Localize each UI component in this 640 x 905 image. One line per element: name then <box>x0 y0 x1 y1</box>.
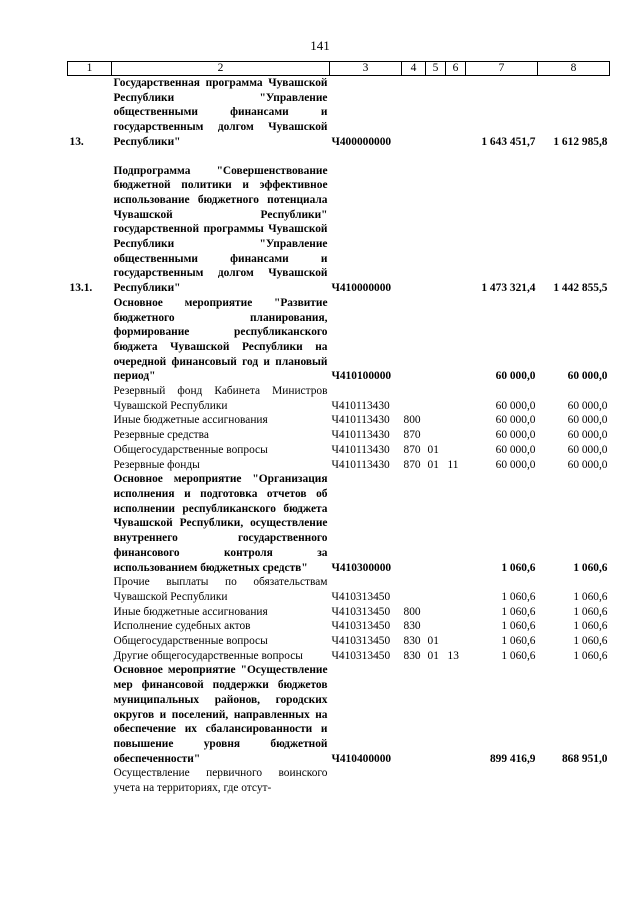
subsection-code <box>446 443 466 458</box>
row-name: Иные бюджетные ассигнования <box>113 605 268 618</box>
subsection-code <box>446 164 466 296</box>
subsection-code <box>446 296 466 384</box>
amount-year-2: 1 442 855,5 <box>553 282 608 295</box>
section-code: 01 <box>427 649 439 662</box>
subsection-code <box>446 76 466 150</box>
row-number: 13.1. <box>69 282 93 295</box>
subsection-code <box>446 428 466 443</box>
row-number <box>68 649 112 664</box>
amount-year-2: 1 060,6 <box>573 620 608 633</box>
section-code <box>426 413 446 428</box>
amount-year-2: 60 000,0 <box>567 399 608 412</box>
row-number <box>68 458 112 473</box>
table-row <box>68 428 610 443</box>
subsection-code <box>446 663 466 766</box>
amount-year-1: 1 060,6 <box>501 605 536 618</box>
subsection-code <box>446 634 466 649</box>
section-code <box>426 605 446 620</box>
table-row <box>68 76 610 150</box>
row-number <box>68 634 112 649</box>
row-name: Иные бюджетные ассигнования <box>113 414 268 427</box>
amount-year-2: 1 060,6 <box>573 635 608 648</box>
expense-type-code <box>402 164 426 296</box>
expense-type-code: 830 <box>403 620 421 633</box>
amount-year-1: 1 060,6 <box>501 635 536 648</box>
amount-year-1: 1 060,6 <box>501 620 536 633</box>
page-number: 141 <box>310 38 330 53</box>
amount-year-1: 60 000,0 <box>495 399 536 412</box>
row-number <box>68 766 112 795</box>
amount-year-2: 1 060,6 <box>573 561 608 574</box>
row-name: Общегосударственные вопросы <box>113 635 268 648</box>
section-code <box>426 428 446 443</box>
amount-year-1: 899 416,9 <box>489 752 536 765</box>
amount-year-2: 60 000,0 <box>567 443 608 456</box>
section-code: 01 <box>427 635 439 648</box>
target-code: Ч410113430 <box>331 414 390 427</box>
subsection-code <box>446 472 466 575</box>
row-number <box>68 296 112 384</box>
target-code: Ч410113430 <box>331 399 390 412</box>
table-row <box>68 766 610 795</box>
table-row <box>68 164 610 296</box>
amount-year-2: 1 060,6 <box>573 649 608 662</box>
section-code <box>426 663 446 766</box>
row-name: Основное мероприятие "Развитие бюджетного планирования, формирование республиканского бюджета Чувашской Республики на очередной финансовый год и плановый период" <box>113 296 328 383</box>
table-row <box>68 619 610 634</box>
row-name: Осуществление первичного воинского учета на территориях, где отсут- <box>113 767 328 795</box>
target-code <box>330 766 402 795</box>
row-name: Государственная программа Чувашской Республики "Управление общественными финансами и государственным долгом Чувашской Республики" <box>113 77 328 148</box>
row-spacer <box>68 150 610 164</box>
row-number <box>68 619 112 634</box>
row-number <box>68 443 112 458</box>
row-name: Прочие выплаты по обязательствам Чувашской Республики <box>113 576 328 603</box>
column-header: 5 <box>426 62 446 76</box>
column-header: 4 <box>402 62 426 76</box>
column-header: 8 <box>538 62 610 76</box>
expense-type-code: 800 <box>403 414 421 427</box>
section-code <box>426 296 446 384</box>
section-code <box>426 575 446 604</box>
table-row <box>68 384 610 413</box>
amount-year-1: 60 000,0 <box>495 429 536 442</box>
table-row <box>68 458 610 473</box>
table-row <box>68 663 610 766</box>
row-number <box>68 575 112 604</box>
column-header: 6 <box>446 62 466 76</box>
section-code <box>426 384 446 413</box>
amount-year-1: 60 000,0 <box>495 414 536 427</box>
subsection-code <box>446 619 466 634</box>
amount-year-2: 60 000,0 <box>567 370 608 383</box>
expense-type-code: 800 <box>403 605 421 618</box>
subsection-code <box>446 766 466 795</box>
table-row <box>68 472 610 575</box>
row-number <box>68 428 112 443</box>
target-code: Ч410313450 <box>331 649 391 662</box>
row-number <box>68 413 112 428</box>
expense-type-code: 870 <box>403 429 421 442</box>
target-code: Ч410400000 <box>331 752 392 765</box>
row-name: Основное мероприятие "Организация исполнения и подготовка отчетов об исполнении республиканского бюджета Чувашской Республики, осуществление внутреннего государственного финансового контроля за использованием бюджетных средств" <box>113 473 328 574</box>
expense-type-code: 870 <box>403 443 421 456</box>
subsection-code <box>446 413 466 428</box>
table-row <box>68 296 610 384</box>
expense-type-code: 830 <box>403 635 421 648</box>
target-code: Ч410300000 <box>331 561 392 574</box>
row-number <box>68 605 112 620</box>
target-code: Ч410113430 <box>331 429 390 442</box>
subsection-code <box>446 605 466 620</box>
target-code: Ч410313450 <box>331 605 391 618</box>
target-code: Ч410313450 <box>331 620 391 633</box>
amount-year-1: 1 643 451,7 <box>481 135 536 148</box>
row-name: Резервные средства <box>113 429 209 442</box>
row-name: Исполнение судебных актов <box>113 620 251 633</box>
amount-year-2: 868 951,0 <box>561 752 608 765</box>
table-row <box>68 649 610 664</box>
expense-type-code <box>402 384 426 413</box>
expense-type-code <box>402 296 426 384</box>
table-row <box>68 443 610 458</box>
expense-type-code <box>402 76 426 150</box>
expense-type-code <box>402 575 426 604</box>
subsection-code <box>446 384 466 413</box>
section-code <box>426 76 446 150</box>
row-number <box>68 663 112 766</box>
amount-year-2: 1 060,6 <box>573 590 608 603</box>
target-code: Ч410113430 <box>331 458 390 471</box>
amount-year-2: 60 000,0 <box>567 429 608 442</box>
target-code: Ч410313450 <box>331 590 391 603</box>
section-code: 01 <box>427 443 439 456</box>
expense-type-code <box>402 663 426 766</box>
amount-year-1: 60 000,0 <box>495 458 536 471</box>
column-header: 1 <box>68 62 112 76</box>
expense-type-code: 870 <box>403 458 421 471</box>
row-name: Основное мероприятие "Осуществление мер финансовой поддержки бюджетов муниципальных районов, городских округов и поселений, направленных на обеспечение их сбалансированности и повышение уровня бюджетной обеспеченности" <box>113 664 328 765</box>
amount-year-2: 60 000,0 <box>567 458 608 471</box>
row-number <box>68 384 112 413</box>
section-code <box>426 766 446 795</box>
expense-type-code <box>402 766 426 795</box>
section-code <box>426 619 446 634</box>
expense-type-code: 830 <box>403 649 421 662</box>
subsection-code: 13 <box>447 649 459 662</box>
budget-table <box>67 61 610 796</box>
column-header: 2 <box>112 62 330 76</box>
row-name: Подпрограмма "Совершенствование бюджетной политики и эффективное использование бюджетного потенциала Чувашской Республики" государственной программы Чувашской Республики "Управление общественными финансами и государственным долгом Чувашской Республики" <box>113 164 328 295</box>
row-name: Другие общегосударственные вопросы <box>113 649 303 662</box>
table-row <box>68 634 610 649</box>
subsection-code: 11 <box>447 458 459 471</box>
target-code: Ч410113430 <box>331 443 390 456</box>
expense-type-code <box>402 472 426 575</box>
amount-year-1: 1 060,6 <box>501 561 536 574</box>
target-code: Ч410100000 <box>331 370 392 383</box>
target-code: Ч410313450 <box>331 635 391 648</box>
amount-year-2: 60 000,0 <box>567 414 608 427</box>
section-code <box>426 164 446 296</box>
target-code: Ч400000000 <box>331 135 392 148</box>
target-code: Ч410000000 <box>331 282 392 295</box>
row-number <box>68 472 112 575</box>
amount-year-1: 60 000,0 <box>495 443 536 456</box>
amount-year-1: 1 473 321,4 <box>481 282 536 295</box>
row-name: Резервный фонд Кабинета Министров Чувашской Республики <box>113 385 328 412</box>
amount-year-1: 1 060,6 <box>501 649 536 662</box>
amount-year-1: 1 060,6 <box>501 590 536 603</box>
table-row <box>68 605 610 620</box>
column-number-row <box>68 62 610 76</box>
table-row <box>68 575 610 604</box>
row-name: Общегосударственные вопросы <box>113 443 268 456</box>
section-code <box>426 472 446 575</box>
amount-year-1 <box>466 766 538 795</box>
table-row <box>68 413 610 428</box>
amount-year-1: 60 000,0 <box>495 370 536 383</box>
column-header: 7 <box>466 62 538 76</box>
column-header: 3 <box>330 62 402 76</box>
section-code: 01 <box>427 458 439 471</box>
amount-year-2: 1 060,6 <box>573 605 608 618</box>
amount-year-2 <box>538 766 610 795</box>
row-number: 13. <box>69 135 84 148</box>
subsection-code <box>446 575 466 604</box>
amount-year-2: 1 612 985,8 <box>553 135 608 148</box>
row-name: Резервные фонды <box>113 458 200 471</box>
